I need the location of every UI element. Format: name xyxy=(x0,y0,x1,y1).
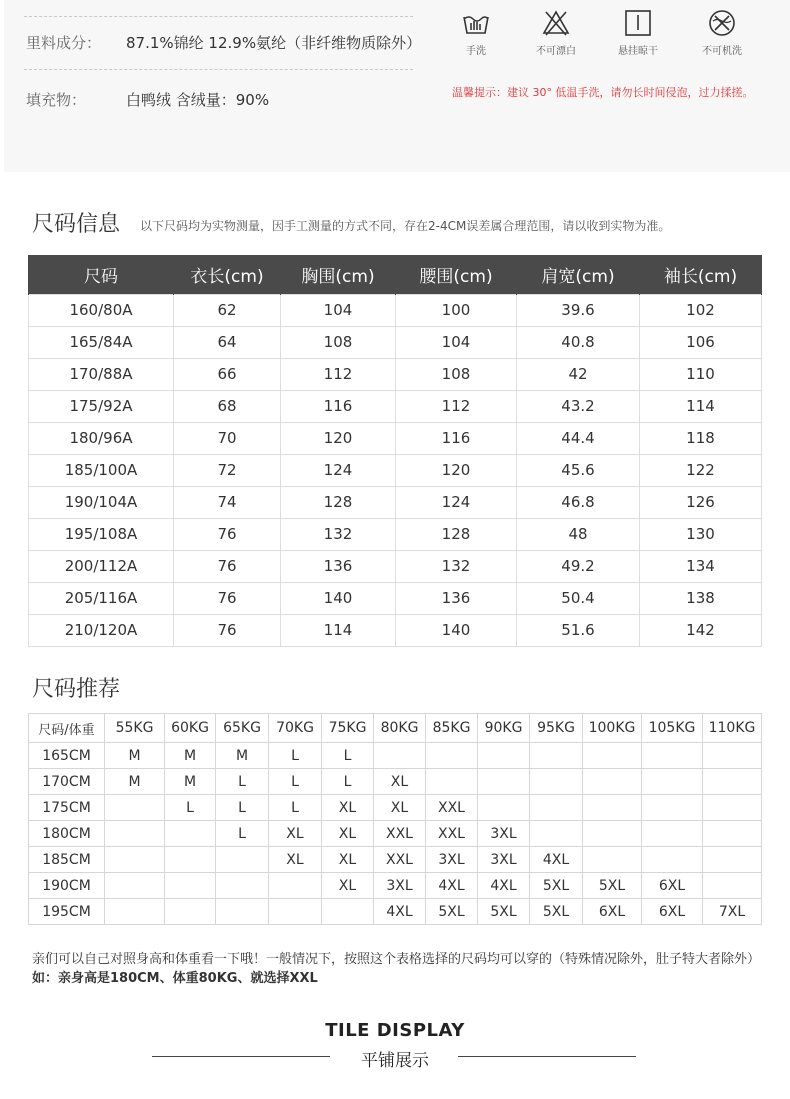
size-rec-title: 尺码推荐 xyxy=(32,677,121,702)
rec-size-cell: 5XL xyxy=(530,899,583,925)
table-cell: 76 xyxy=(174,518,281,550)
table-cell: 120 xyxy=(396,454,517,486)
table-row xyxy=(29,294,762,326)
table-cell: 118 xyxy=(640,422,762,454)
care-item-no-bleach xyxy=(524,8,588,57)
rec-size-cell xyxy=(374,743,426,769)
table-cell: 195/108A xyxy=(29,518,174,550)
rec-size-cell: 3XL xyxy=(374,873,426,899)
care-label-no-machine-wash: 不可机洗 xyxy=(702,46,742,57)
divider xyxy=(24,69,413,70)
rec-size-cell xyxy=(216,899,269,925)
rec-size-cell xyxy=(269,899,322,925)
fabric-label: 里料成分： xyxy=(26,34,102,52)
table-cell: 49.2 xyxy=(517,550,640,582)
hang-dry-icon xyxy=(623,8,653,38)
table-cell: 64 xyxy=(174,326,281,358)
table-cell: 114 xyxy=(640,390,762,422)
rec-size-cell xyxy=(703,821,762,847)
rec-size-cell: 3XL xyxy=(478,847,530,873)
rec-size-cell xyxy=(583,743,642,769)
rec-header-row xyxy=(29,714,762,743)
table-cell: 106 xyxy=(640,326,762,358)
table-cell: 43.2 xyxy=(517,390,640,422)
table-cell: 132 xyxy=(281,518,396,550)
table-cell: 108 xyxy=(281,326,396,358)
table-cell: 42 xyxy=(517,358,640,390)
table-cell: 112 xyxy=(281,358,396,390)
table-row xyxy=(29,518,762,550)
header-cell: 衣长(cm) xyxy=(174,255,281,294)
size-table xyxy=(28,255,762,647)
size-rec-example: 如：亲身高是180CM、体重80KG、就选择XXL xyxy=(32,971,318,986)
header-cell: 胸围(cm) xyxy=(281,255,396,294)
rec-size-cell: 6XL xyxy=(642,873,703,899)
rec-size-cell xyxy=(583,769,642,795)
fabric-row xyxy=(26,32,421,53)
table-cell: 51.6 xyxy=(517,614,640,646)
rec-size-cell: XXL xyxy=(426,795,478,821)
rec-size-cell: 4XL xyxy=(530,847,583,873)
care-note: 温馨提示：建议 30° 低温手洗，请勿长时间侵泡，过力揉搓。 xyxy=(452,86,754,99)
table-cell: 39.6 xyxy=(517,294,640,326)
rec-size-cell: 6XL xyxy=(583,899,642,925)
rec-size-cell: 4XL xyxy=(426,873,478,899)
table-row xyxy=(29,326,762,358)
table-cell: 160/80A xyxy=(29,294,174,326)
rec-weight-cell: 80KG xyxy=(374,714,426,743)
table-row xyxy=(29,390,762,422)
table-row xyxy=(29,422,762,454)
rec-size-cell: XL xyxy=(374,769,426,795)
table-cell: 210/120A xyxy=(29,614,174,646)
rec-size-cell: M xyxy=(105,743,165,769)
rec-size-cell xyxy=(642,769,703,795)
rec-size-cell xyxy=(530,769,583,795)
size-rec-note: 亲们可以自己对照身高和体重看一下哦！一般情况下，按照这个表格选择的尺码均可以穿的（特殊情况除外，肚子特大者除外） xyxy=(32,952,761,967)
rec-size-cell: XL xyxy=(374,795,426,821)
care-item-hand-wash xyxy=(444,8,508,57)
table-cell: 126 xyxy=(640,486,762,518)
rec-weight-cell: 110KG xyxy=(703,714,762,743)
table-cell: 112 xyxy=(396,390,517,422)
rec-size-cell: L xyxy=(165,795,216,821)
rec-size-cell: 4XL xyxy=(478,873,530,899)
rec-size-cell: 5XL xyxy=(583,873,642,899)
rec-size-cell: L xyxy=(269,795,322,821)
table-row xyxy=(29,614,762,646)
rec-weight-cell: 55KG xyxy=(105,714,165,743)
table-cell: 140 xyxy=(281,582,396,614)
rec-size-cell xyxy=(216,847,269,873)
rec-size-cell: L xyxy=(322,743,374,769)
table-cell: 108 xyxy=(396,358,517,390)
table-row xyxy=(29,821,762,847)
rec-corner-cell: 尺码/体重 xyxy=(29,714,105,743)
rec-size-cell: M xyxy=(165,769,216,795)
table-cell: 100 xyxy=(396,294,517,326)
rec-size-cell xyxy=(165,821,216,847)
rec-size-cell xyxy=(165,899,216,925)
rec-size-cell xyxy=(165,847,216,873)
table-cell: 200/112A xyxy=(29,550,174,582)
table-cell: 134 xyxy=(640,550,762,582)
rec-size-cell: L xyxy=(216,795,269,821)
rec-weight-cell: 95KG xyxy=(530,714,583,743)
no-bleach-icon xyxy=(541,8,571,38)
table-cell: 110 xyxy=(640,358,762,390)
rec-weight-cell: 70KG xyxy=(269,714,322,743)
table-cell: 124 xyxy=(281,454,396,486)
rec-size-cell xyxy=(216,873,269,899)
care-icons xyxy=(452,8,762,64)
rec-size-cell: XXL xyxy=(426,821,478,847)
table-row xyxy=(29,743,762,769)
rec-height-cell: 185CM xyxy=(29,847,105,873)
rec-size-cell: L xyxy=(322,769,374,795)
size-rec-body xyxy=(29,714,762,925)
table-row xyxy=(29,769,762,795)
divider xyxy=(24,16,413,17)
size-info-title: 尺码信息 xyxy=(32,212,121,237)
rec-height-cell: 165CM xyxy=(29,743,105,769)
rec-size-cell: L xyxy=(216,769,269,795)
care-label-hand-wash: 手洗 xyxy=(466,46,486,57)
table-cell: 128 xyxy=(396,518,517,550)
rec-size-cell: 7XL xyxy=(703,899,762,925)
table-cell: 140 xyxy=(396,614,517,646)
rec-size-cell xyxy=(269,873,322,899)
tile-display-subtitle: 平铺展示 xyxy=(361,1051,429,1071)
table-row xyxy=(29,454,762,486)
header-cell: 袖长(cm) xyxy=(640,255,762,294)
table-cell: 136 xyxy=(396,582,517,614)
table-cell: 72 xyxy=(174,454,281,486)
size-rec-table xyxy=(28,713,762,925)
size-table-header xyxy=(29,255,762,294)
rec-size-cell: XXL xyxy=(374,847,426,873)
table-row xyxy=(29,486,762,518)
header-cell: 尺码 xyxy=(29,255,174,294)
rec-size-cell: M xyxy=(165,743,216,769)
rec-size-cell: XL xyxy=(269,847,322,873)
care-label-hang-dry: 悬挂晾干 xyxy=(618,46,658,57)
table-cell: 76 xyxy=(174,614,281,646)
table-cell: 130 xyxy=(640,518,762,550)
table-row xyxy=(29,873,762,899)
table-cell: 142 xyxy=(640,614,762,646)
table-row xyxy=(29,582,762,614)
table-cell: 120 xyxy=(281,422,396,454)
table-cell: 74 xyxy=(174,486,281,518)
filling-label: 填充物： xyxy=(26,91,87,109)
table-cell: 68 xyxy=(174,390,281,422)
table-cell: 128 xyxy=(281,486,396,518)
table-cell: 122 xyxy=(640,454,762,486)
rec-size-cell: M xyxy=(216,743,269,769)
table-cell: 40.8 xyxy=(517,326,640,358)
table-cell: 170/88A xyxy=(29,358,174,390)
rec-size-cell xyxy=(642,847,703,873)
rec-size-cell xyxy=(642,743,703,769)
table-cell: 190/104A xyxy=(29,486,174,518)
table-cell: 175/92A xyxy=(29,390,174,422)
table-cell: 44.4 xyxy=(517,422,640,454)
rec-size-cell: XL xyxy=(322,821,374,847)
rec-size-cell: M xyxy=(105,769,165,795)
rec-size-cell xyxy=(105,795,165,821)
table-cell: 132 xyxy=(396,550,517,582)
size-info-subtitle: 以下尺码均为实物测量，因手工测量的方式不同，存在2-4CM误差属合理范围，请以收到实物为准。 xyxy=(140,219,671,233)
table-cell: 205/116A xyxy=(29,582,174,614)
rec-weight-cell: 100KG xyxy=(583,714,642,743)
rec-size-cell: 5XL xyxy=(426,899,478,925)
table-row xyxy=(29,795,762,821)
rec-height-cell: 180CM xyxy=(29,821,105,847)
rec-size-cell xyxy=(478,795,530,821)
rec-height-cell: 170CM xyxy=(29,769,105,795)
table-row xyxy=(29,550,762,582)
table-cell: 124 xyxy=(396,486,517,518)
table-cell: 180/96A xyxy=(29,422,174,454)
header-cell: 肩宽(cm) xyxy=(517,255,640,294)
rec-weight-cell: 75KG xyxy=(322,714,374,743)
table-row xyxy=(29,358,762,390)
rec-size-cell xyxy=(530,821,583,847)
rec-size-cell xyxy=(703,873,762,899)
hand-wash-icon xyxy=(461,8,491,38)
rec-size-cell: 5XL xyxy=(530,873,583,899)
rec-size-cell xyxy=(530,795,583,821)
rec-size-cell xyxy=(703,847,762,873)
filling-row xyxy=(26,89,269,110)
rec-size-cell: L xyxy=(269,769,322,795)
rec-size-cell xyxy=(530,743,583,769)
rec-size-cell: 5XL xyxy=(478,899,530,925)
rec-size-cell xyxy=(703,795,762,821)
table-cell: 165/84A xyxy=(29,326,174,358)
rec-size-cell xyxy=(583,821,642,847)
rec-height-cell: 190CM xyxy=(29,873,105,899)
rec-weight-cell: 105KG xyxy=(642,714,703,743)
tile-display-title: TILE DISPLAY xyxy=(325,1020,465,1041)
table-cell: 102 xyxy=(640,294,762,326)
rec-size-cell: 6XL xyxy=(642,899,703,925)
rec-size-cell xyxy=(703,743,762,769)
rec-size-cell: XL xyxy=(322,873,374,899)
filling-value: 白鸭绒 含绒量：90% xyxy=(126,91,270,109)
table-cell: 116 xyxy=(281,390,396,422)
rec-size-cell xyxy=(426,769,478,795)
rec-size-cell xyxy=(583,847,642,873)
table-cell: 76 xyxy=(174,550,281,582)
rec-size-cell xyxy=(105,873,165,899)
rec-weight-cell: 90KG xyxy=(478,714,530,743)
table-cell: 50.4 xyxy=(517,582,640,614)
table-cell: 70 xyxy=(174,422,281,454)
rec-size-cell: XL xyxy=(322,795,374,821)
rec-size-cell xyxy=(105,847,165,873)
rec-size-cell xyxy=(426,743,478,769)
rec-size-cell xyxy=(478,743,530,769)
rec-size-cell xyxy=(642,795,703,821)
rec-size-cell: L xyxy=(216,821,269,847)
table-cell: 104 xyxy=(396,326,517,358)
rec-weight-cell: 65KG xyxy=(216,714,269,743)
rec-size-cell xyxy=(165,873,216,899)
table-cell: 66 xyxy=(174,358,281,390)
table-cell: 136 xyxy=(281,550,396,582)
rec-height-cell: 175CM xyxy=(29,795,105,821)
table-cell: 114 xyxy=(281,614,396,646)
rec-size-cell xyxy=(703,769,762,795)
table-cell: 116 xyxy=(396,422,517,454)
table-cell: 138 xyxy=(640,582,762,614)
rec-size-cell: 4XL xyxy=(374,899,426,925)
table-cell: 46.8 xyxy=(517,486,640,518)
care-item-no-machine-wash xyxy=(690,8,754,57)
size-table-body xyxy=(29,294,762,646)
table-cell: 45.6 xyxy=(517,454,640,486)
rec-size-cell: 3XL xyxy=(478,821,530,847)
header-cell: 腰围(cm) xyxy=(396,255,517,294)
rec-size-cell xyxy=(105,899,165,925)
fabric-value: 87.1%锦纶 12.9%氨纶（非纤维物质除外） xyxy=(126,34,422,52)
rec-size-cell: XXL xyxy=(374,821,426,847)
care-label-no-bleach: 不可漂白 xyxy=(536,46,576,57)
rec-weight-cell: 85KG xyxy=(426,714,478,743)
no-machine-wash-icon xyxy=(707,8,737,38)
table-cell: 62 xyxy=(174,294,281,326)
rec-size-cell xyxy=(322,899,374,925)
rec-height-cell: 195CM xyxy=(29,899,105,925)
table-cell: 104 xyxy=(281,294,396,326)
rec-size-cell xyxy=(478,769,530,795)
rec-size-cell: XL xyxy=(269,821,322,847)
table-row xyxy=(29,899,762,925)
table-cell: 76 xyxy=(174,582,281,614)
rec-size-cell xyxy=(642,821,703,847)
table-cell: 185/100A xyxy=(29,454,174,486)
rec-size-cell: XL xyxy=(322,847,374,873)
rec-weight-cell: 60KG xyxy=(165,714,216,743)
table-row xyxy=(29,847,762,873)
rec-size-cell xyxy=(583,795,642,821)
care-item-hang-dry xyxy=(606,8,670,57)
rec-size-cell: 3XL xyxy=(426,847,478,873)
rec-size-cell xyxy=(105,821,165,847)
rec-size-cell: L xyxy=(269,743,322,769)
table-cell: 48 xyxy=(517,518,640,550)
